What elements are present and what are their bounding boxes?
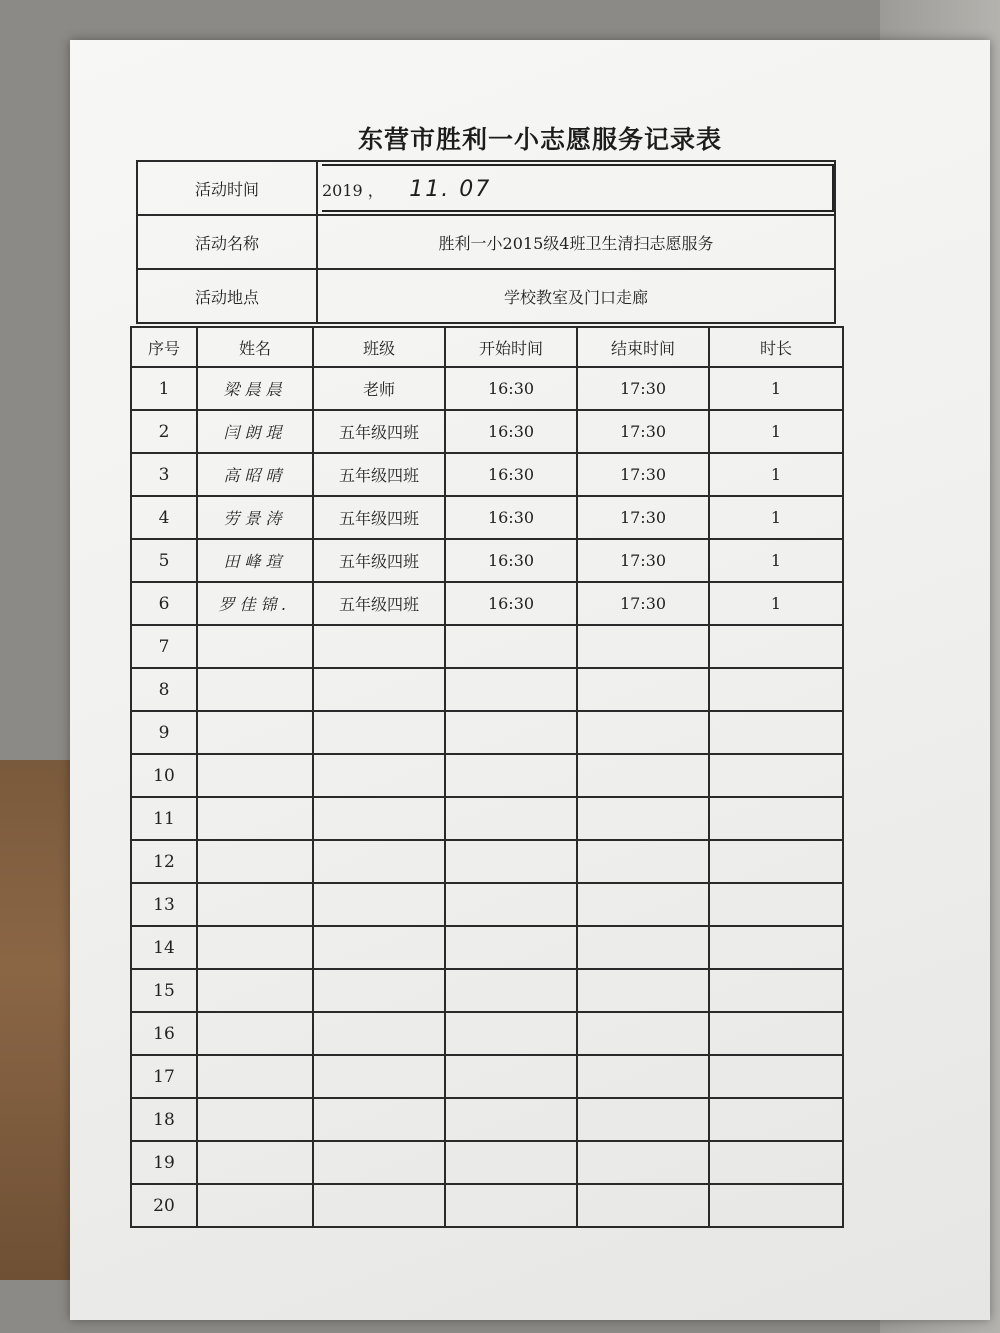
duration [709,754,843,797]
row-number: 19 [131,1141,197,1184]
volunteer-name: 高昭晴 [197,453,313,496]
class-cell [313,1141,445,1184]
duration: 1 [709,367,843,410]
start-time: 16:30 [445,496,577,539]
row-number: 8 [131,668,197,711]
row-number: 1 [131,367,197,410]
row-number: 4 [131,496,197,539]
volunteer-name [197,969,313,1012]
start-time: 16:30 [445,582,577,625]
table-row [131,582,843,625]
start-time [445,1012,577,1055]
row-number: 9 [131,711,197,754]
duration [709,711,843,754]
class-cell [313,1098,445,1141]
table-row [131,539,843,582]
activity-place-label: 活动地点 [137,269,317,323]
table-row [131,410,843,453]
volunteer-name [197,883,313,926]
row-number: 3 [131,453,197,496]
class-cell [313,883,445,926]
volunteer-name [197,797,313,840]
end-time: 17:30 [577,539,709,582]
start-time [445,840,577,883]
table-row [131,625,843,668]
table-row [131,1098,843,1141]
end-time [577,1141,709,1184]
volunteer-name [197,926,313,969]
duration [709,625,843,668]
start-time [445,883,577,926]
start-time [445,668,577,711]
duration [709,1055,843,1098]
end-time: 17:30 [577,496,709,539]
volunteer-name [197,668,313,711]
duration [709,668,843,711]
activity-info-table [136,160,836,324]
table-row [131,668,843,711]
start-time [445,797,577,840]
end-time: 17:30 [577,367,709,410]
row-number: 16 [131,1012,197,1055]
activity-place-row [137,269,835,323]
duration [709,1184,843,1227]
volunteer-record-table [130,326,844,1228]
activity-name-value: 胜利一小2015级4班卫生清扫志愿服务 [317,215,835,269]
table-row [131,453,843,496]
volunteer-name [197,1184,313,1227]
class-cell [313,926,445,969]
row-number: 2 [131,410,197,453]
table-row [131,1055,843,1098]
start-time [445,625,577,668]
end-time [577,969,709,1012]
volunteer-name: 罗佳锦. [197,582,313,625]
table-row [131,367,843,410]
col-no-header: 序号 [131,327,197,367]
row-number: 17 [131,1055,197,1098]
end-time [577,926,709,969]
row-number: 11 [131,797,197,840]
table-header-row [131,327,843,367]
class-cell [313,797,445,840]
activity-time-row [137,161,835,215]
end-time [577,1098,709,1141]
col-hours-header: 时长 [709,327,843,367]
row-number: 15 [131,969,197,1012]
volunteer-name [197,1098,313,1141]
activity-name-row [137,215,835,269]
class-cell [313,969,445,1012]
duration [709,797,843,840]
table-row [131,969,843,1012]
end-time [577,1184,709,1227]
row-number: 13 [131,883,197,926]
start-time [445,926,577,969]
row-number: 20 [131,1184,197,1227]
duration [709,1012,843,1055]
start-time [445,1141,577,1184]
table-row [131,1141,843,1184]
form-title: 东营市胜利一小志愿服务记录表 [357,125,722,154]
wooden-desk-edge [0,760,70,1280]
row-number: 14 [131,926,197,969]
duration: 1 [709,453,843,496]
duration: 1 [709,496,843,539]
end-time: 17:30 [577,453,709,496]
duration [709,883,843,926]
duration [709,926,843,969]
volunteer-name [197,1012,313,1055]
end-time [577,840,709,883]
volunteer-name: 劳景涛 [197,496,313,539]
class-cell: 五年级四班 [313,539,445,582]
class-cell: 五年级四班 [313,496,445,539]
table-row [131,926,843,969]
end-time [577,1012,709,1055]
end-time [577,668,709,711]
col-name-header: 姓名 [197,327,313,367]
class-cell: 五年级四班 [313,410,445,453]
end-time [577,797,709,840]
volunteer-name [197,625,313,668]
volunteer-name: 闫朗琨 [197,410,313,453]
col-end-header: 结束时间 [577,327,709,367]
end-time [577,883,709,926]
volunteer-name [197,1141,313,1184]
class-cell: 五年级四班 [313,453,445,496]
class-cell: 五年级四班 [313,582,445,625]
class-cell [313,1055,445,1098]
volunteer-name [197,1055,313,1098]
end-time [577,754,709,797]
class-cell [313,711,445,754]
duration [709,1098,843,1141]
volunteer-name: 田峰瑄 [197,539,313,582]
col-class-header: 班级 [313,327,445,367]
row-number: 12 [131,840,197,883]
row-number: 7 [131,625,197,668]
duration: 1 [709,410,843,453]
col-start-header: 开始时间 [445,327,577,367]
paper-sheet [70,40,990,1320]
end-time [577,1055,709,1098]
end-time [577,625,709,668]
class-cell [313,625,445,668]
class-cell [313,1012,445,1055]
end-time [577,711,709,754]
table-row [131,1184,843,1227]
volunteer-name: 梁晨晨 [197,367,313,410]
class-cell [313,840,445,883]
start-time: 16:30 [445,410,577,453]
class-cell: 老师 [313,367,445,410]
row-number: 5 [131,539,197,582]
start-time [445,1055,577,1098]
activity-place-value: 学校教室及门口走廊 [317,269,835,323]
activity-name-label: 活动名称 [137,215,317,269]
class-cell [313,668,445,711]
start-time [445,1184,577,1227]
table-row [131,496,843,539]
activity-time-printed: 2019 ， [322,181,384,200]
start-time [445,969,577,1012]
row-number: 6 [131,582,197,625]
activity-time-value [317,161,835,215]
start-time [445,711,577,754]
activity-time-handwritten: 11. 07 [409,177,492,202]
table-row [131,840,843,883]
duration: 1 [709,539,843,582]
end-time: 17:30 [577,582,709,625]
start-time: 16:30 [445,453,577,496]
table-row [131,711,843,754]
class-cell [313,754,445,797]
volunteer-name [197,840,313,883]
duration: 1 [709,582,843,625]
start-time [445,1098,577,1141]
start-time [445,754,577,797]
duration [709,840,843,883]
row-number: 18 [131,1098,197,1141]
start-time: 16:30 [445,539,577,582]
start-time: 16:30 [445,367,577,410]
class-cell [313,1184,445,1227]
table-row [131,754,843,797]
end-time: 17:30 [577,410,709,453]
table-row [131,1012,843,1055]
volunteer-name [197,754,313,797]
duration [709,969,843,1012]
activity-time-label: 活动时间 [137,161,317,215]
duration [709,1141,843,1184]
volunteer-name [197,711,313,754]
table-row [131,797,843,840]
row-number: 10 [131,754,197,797]
table-row [131,883,843,926]
